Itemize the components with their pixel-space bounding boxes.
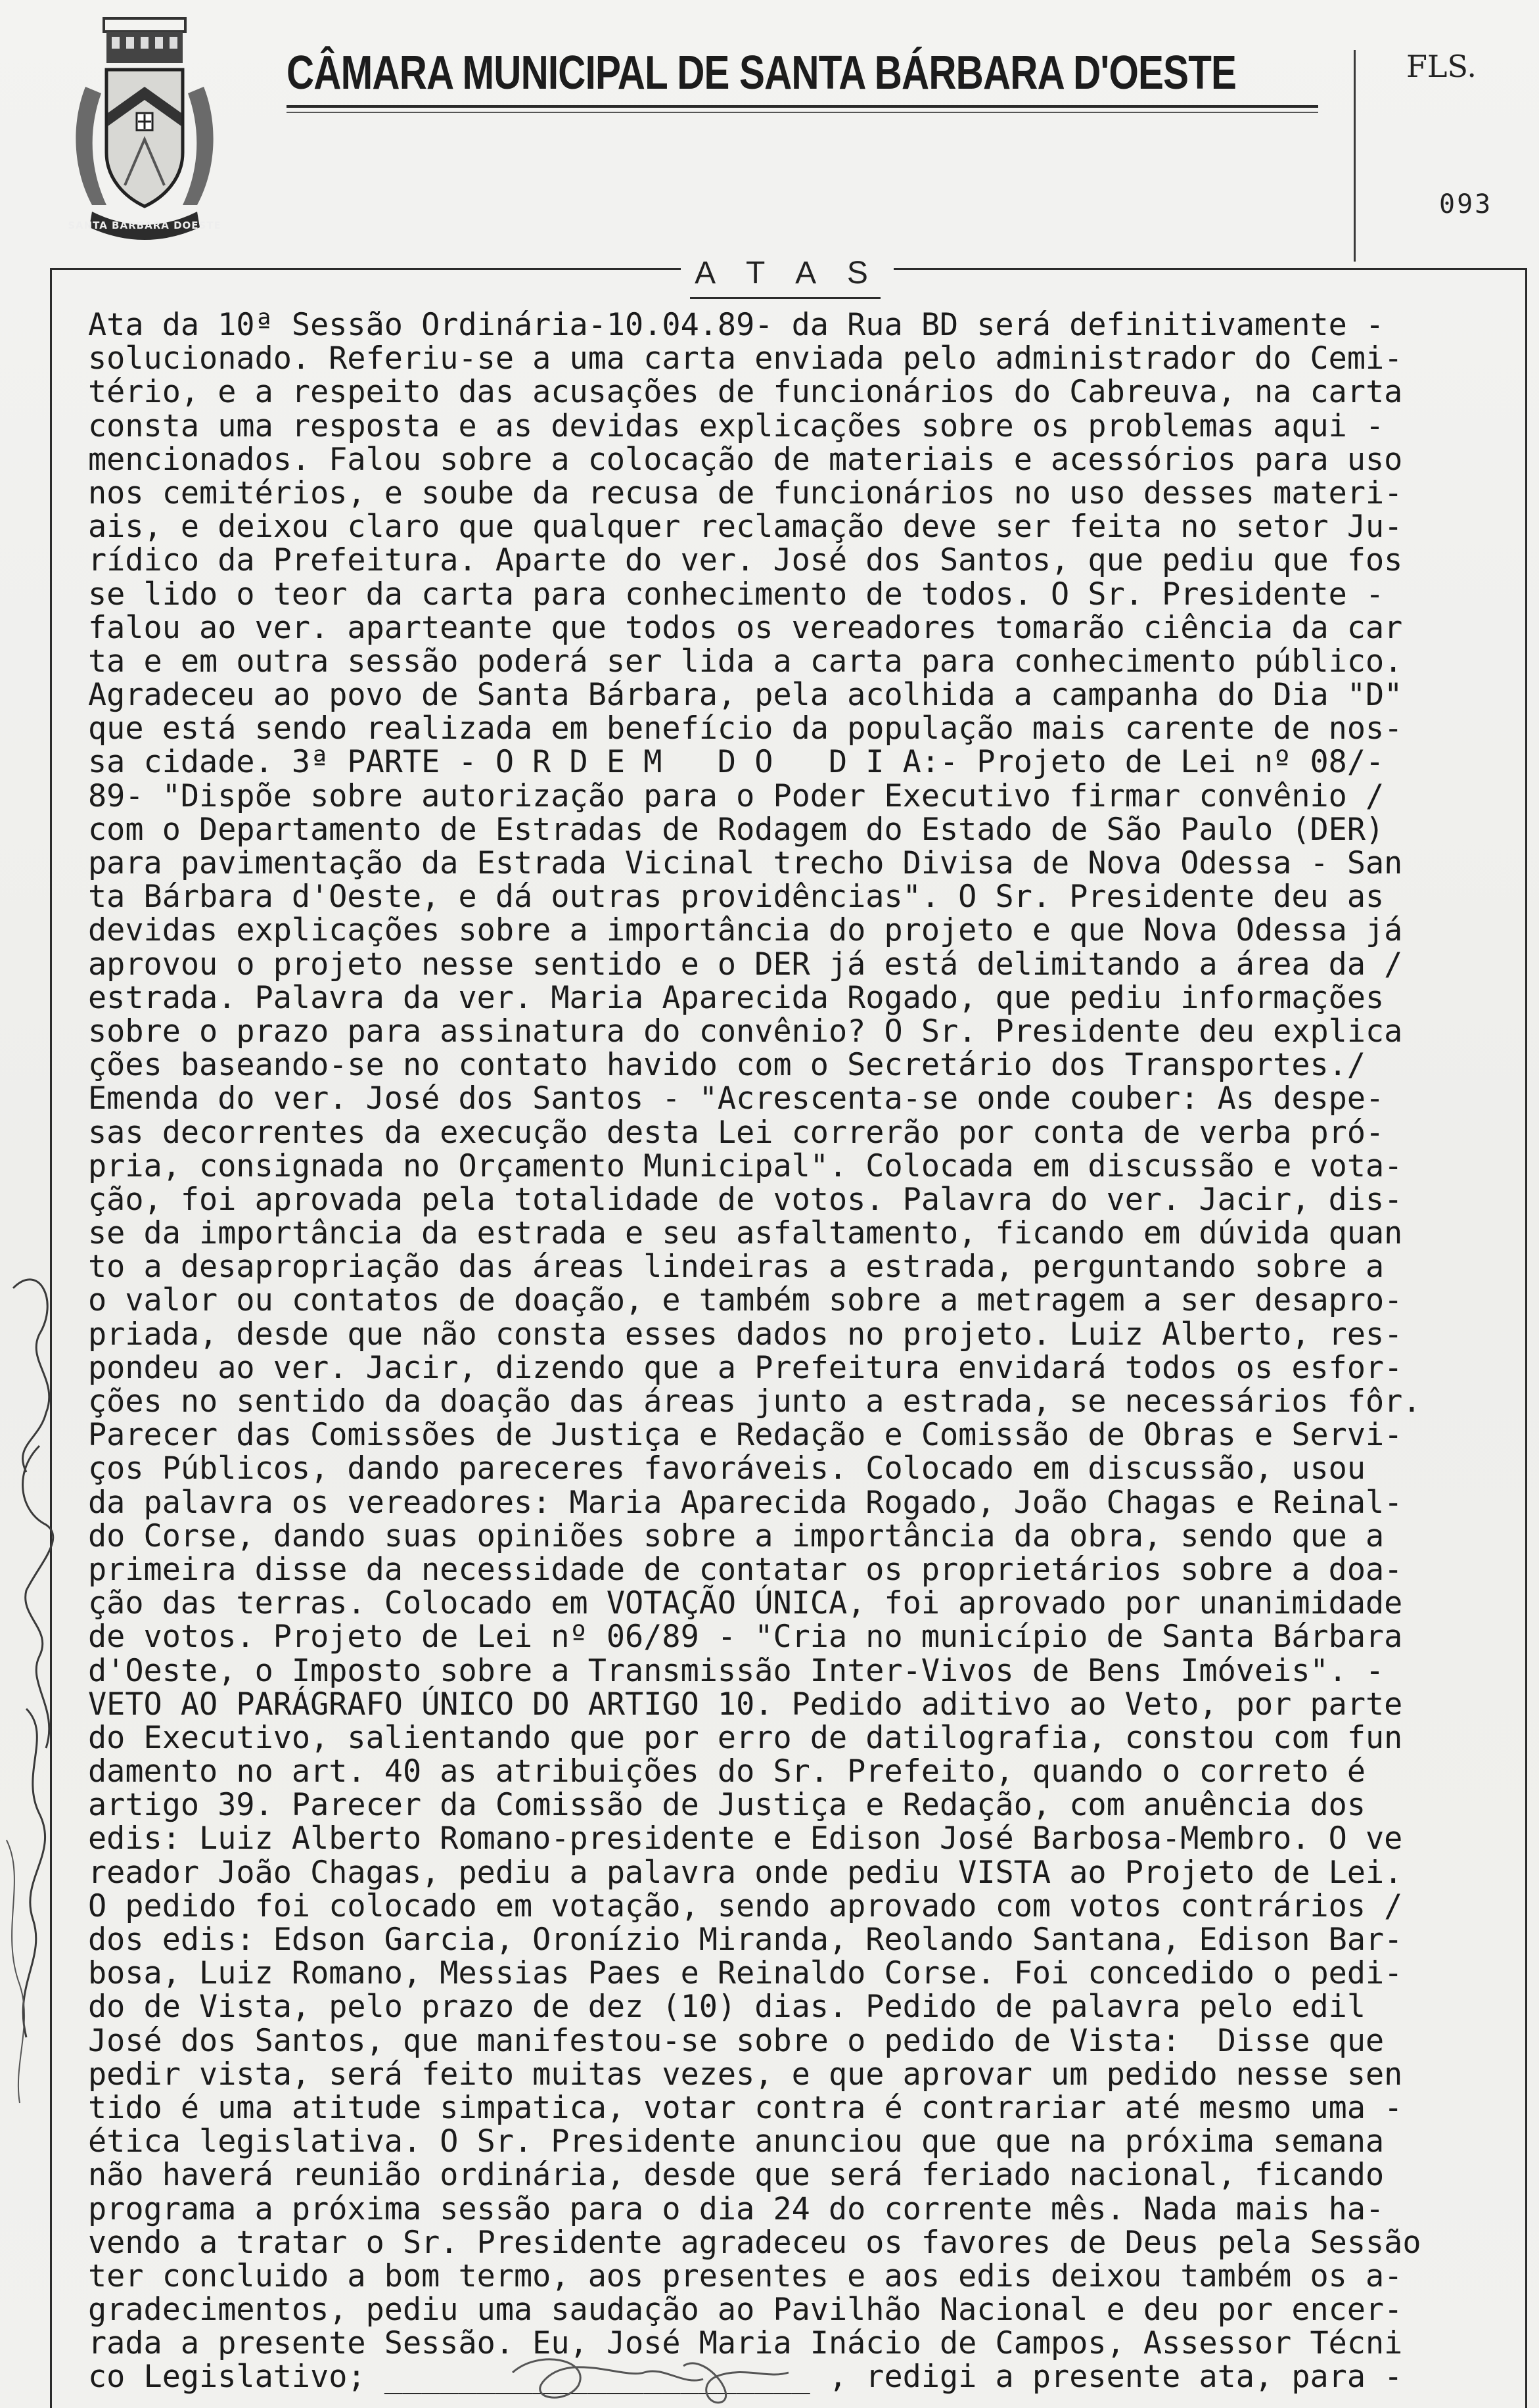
- crest-motto: SANTA BARBARA DOESTE: [68, 220, 221, 231]
- title-rule: [287, 105, 1318, 108]
- body-line: falou ao ver. aparteante que todos os vereadores tomarão ciência da car: [88, 610, 1403, 646]
- body-line: do Corse, dando suas opiniões sobre a importância da obra, sendo que a: [88, 1518, 1385, 1554]
- body-line: to a desapropriação das áreas lindeiras a estrada, perguntando sobre a: [88, 1249, 1385, 1285]
- body-line: 89- "Dispõe sobre autorização para o Poder Executivo firmar convênio /: [88, 778, 1385, 814]
- body-line: de votos. Projeto de Lei nº 06/89 - "Cria no município de Santa Bárbara: [88, 1619, 1403, 1656]
- body-line: co Legislativo; _______________________ , redigi a presente ata, para -: [88, 2359, 1403, 2396]
- body-line: da palavra os vereadores: Maria Aparecida Rogado, João Chagas e Reinal-: [88, 1485, 1403, 1521]
- body-line: tido é uma atitude simpatica, votar contra é contrariar até mesmo uma -: [88, 2090, 1403, 2126]
- fls-label: FLS.: [1406, 49, 1477, 84]
- body-line: programa a próxima sessão para o dia 24 do corrente mês. Nada mais ha-: [88, 2191, 1385, 2227]
- body-line: pondeu ao ver. Jacir, dizendo que a Prefeitura envidará todos os esfor-: [88, 1350, 1403, 1386]
- page-title: CÂMARA MUNICIPAL DE SANTA BÁRBARA D'OESTE: [287, 47, 1237, 99]
- header-divider: [1354, 50, 1356, 262]
- body-line: damento no art. 40 as atribuições do Sr. Prefeito, quando o correto é: [88, 1754, 1366, 1790]
- body-line: ção, foi aprovada pela totalidade de votos. Palavra do ver. Jacir, dis-: [88, 1182, 1403, 1218]
- body-line: se lido o teor da carta para conhecimento de todos. O Sr. Presidente -: [88, 576, 1385, 613]
- secretary-signature-icon: [486, 2353, 894, 2408]
- body-line: rídico da Prefeitura. Aparte do ver. José dos Santos, que pediu que fos: [88, 543, 1403, 579]
- body-line: ção das terras. Colocado em VOTAÇÃO ÚNICA, foi aprovado por unanimidade: [88, 1586, 1403, 1622]
- body-line: estrada. Palavra da ver. Maria Aparecida Rogado, que pediu informações: [88, 980, 1385, 1016]
- body-line: ais, e deixou claro que qualquer reclamação deve ser feita no setor Ju-: [88, 509, 1403, 545]
- margin-signature-icon: [0, 1249, 92, 2116]
- body-line: tério, e a respeito das acusações de funcionários do Cabreuva, na carta: [88, 375, 1403, 411]
- body-line: com o Departamento de Estradas de Rodagem do Estado de São Paulo (DER): [88, 812, 1385, 848]
- body-line: ta Bárbara d'Oeste, e dá outras providências". O Sr. Presidente deu as: [88, 879, 1385, 915]
- body-line: Parecer das Comissões de Justiça e Redação e Comissão de Obras e Servi-: [88, 1418, 1403, 1454]
- body-line: pria, consignada no Orçamento Municipal". Colocada em discussão e vota-: [88, 1148, 1403, 1184]
- body-line: pedir vista, será feito muitas vezes, e que aprovar um pedido nesse sen: [88, 2056, 1403, 2093]
- body-line: ços Públicos, dando pareceres favoráveis. Colocado em discussão, usou: [88, 1451, 1366, 1487]
- body-line: o valor ou contatos de doação, e também sobre a metragem a ser desapro-: [88, 1283, 1403, 1319]
- body-line: sas decorrentes da execução desta Lei correrão por conta de verba pró-: [88, 1115, 1385, 1151]
- minutes-body: [88, 309, 1527, 2395]
- folio-number: 093: [1439, 189, 1493, 220]
- body-line: mencionados. Falou sobre a colocação de materiais e acessórios para uso: [88, 442, 1403, 478]
- body-line: VETO AO PARÁGRAFO ÚNICO DO ARTIGO 10. Pedido aditivo ao Veto, por parte: [88, 1686, 1403, 1723]
- body-line: artigo 39. Parecer da Comissão de Justiça e Redação, com anuência dos: [88, 1788, 1366, 1824]
- body-line: do Executivo, salientando que por erro de datilografia, constou com fun: [88, 1720, 1403, 1756]
- body-line: se da importância da estrada e seu asfaltamento, ficando em dúvida quan: [88, 1216, 1403, 1252]
- body-line: d'Oeste, o Imposto sobre a Transmissão Inter-Vivos de Bens Imóveis". -: [88, 1653, 1385, 1689]
- body-line: O pedido foi colocado em votação, sendo aprovado com votos contrários /: [88, 1888, 1403, 1924]
- body-line: ções baseando-se no contato havido com o Secretário dos Transportes./: [88, 1048, 1366, 1084]
- frame-top-right: [894, 268, 1527, 270]
- section-title-underline: [690, 297, 881, 299]
- body-line: consta uma resposta e as devidas explicações sobre os problemas aqui -: [88, 408, 1385, 444]
- body-line: primeira disse da necessidade de contatar os proprietários sobre a doa-: [88, 1552, 1403, 1588]
- body-line: não haverá reunião ordinária, desde que será feriado nacional, ficando: [88, 2158, 1385, 2194]
- body-line: sobre o prazo para assinatura do convênio? O Sr. Presidente deu explica: [88, 1013, 1403, 1050]
- frame-top-left: [50, 268, 681, 270]
- body-line: ter concluido a bom termo, aos presentes e aos edis deixou também os a-: [88, 2258, 1403, 2294]
- municipal-coat-of-arms-icon: [66, 14, 223, 251]
- section-title: A T A S: [695, 256, 880, 290]
- body-line: edis: Luiz Alberto Romano-presidente e Edison José Barbosa-Membro. O ve: [88, 1821, 1403, 1857]
- body-line: nos cemitérios, e soube da recusa de funcionários no uso desses materi-: [88, 475, 1403, 511]
- body-line: do de Vista, pelo prazo de dez (10) dias. Pedido de palavra pelo edil: [88, 1989, 1366, 2026]
- body-line: Ata da 10ª Sessão Ordinária-10.04.89- da Rua BD será definitivamente -: [88, 308, 1385, 343]
- body-line: devidas explicações sobre a importância do projeto e que Nova Odessa já: [88, 913, 1403, 949]
- body-line: rada a presente Sessão. Eu, José Maria Inácio de Campos, Assessor Técni: [88, 2326, 1403, 2362]
- body-line: José dos Santos, que manifestou-se sobre o pedido de Vista: Disse que: [88, 2023, 1385, 2059]
- body-line: que está sendo realizada em benefício da população mais carente de nos-: [88, 711, 1403, 747]
- body-line: ética legislativa. O Sr. Presidente anunciou que que na próxima semana: [88, 2124, 1385, 2160]
- body-line: dos edis: Edson Garcia, Oronízio Miranda, Reolando Santana, Edison Bar-: [88, 1922, 1403, 1958]
- body-line: sa cidade. 3ª PARTE - O R D E M D O D I A:- Projeto de Lei nº 08/-: [88, 745, 1385, 781]
- body-line: aprovou o projeto nesse sentido e o DER já está delimitando a área da /: [88, 946, 1403, 983]
- body-line: ta e em outra sessão poderá ser lida a carta para conhecimento público.: [88, 643, 1403, 680]
- title-rule-thin: [287, 112, 1318, 113]
- body-line: reador João Chagas, pediu a palavra onde pediu VISTA ao Projeto de Lei.: [88, 1855, 1403, 1891]
- body-line: para pavimentação da Estrada Vicinal trecho Divisa de Nova Odessa - San: [88, 846, 1403, 881]
- body-line: solucionado. Referiu-se a uma carta enviada pelo administrador do Cemi-: [88, 341, 1403, 377]
- body-line: ções no sentido da doação das áreas junto a estrada, se necessários fôr.: [88, 1384, 1421, 1420]
- body-line: Emenda do ver. José dos Santos - "Acrescenta-se onde couber: As despe-: [88, 1081, 1385, 1117]
- body-line: vendo a tratar o Sr. Presidente agradeceu os favores de Deus pela Sessão: [88, 2225, 1421, 2261]
- body-line: bosa, Luiz Romano, Messias Paes e Reinaldo Corse. Foi concedido o pedi-: [88, 1956, 1403, 1992]
- body-line: priada, desde que não consta esses dados no projeto. Luiz Alberto, res-: [88, 1316, 1403, 1353]
- body-line: gradecimentos, pediu uma saudação ao Pavilhão Nacional e deu por encer-: [88, 2292, 1403, 2328]
- body-line: Agradeceu ao povo de Santa Bárbara, pela acolhida a campanha do Dia "D": [88, 678, 1403, 714]
